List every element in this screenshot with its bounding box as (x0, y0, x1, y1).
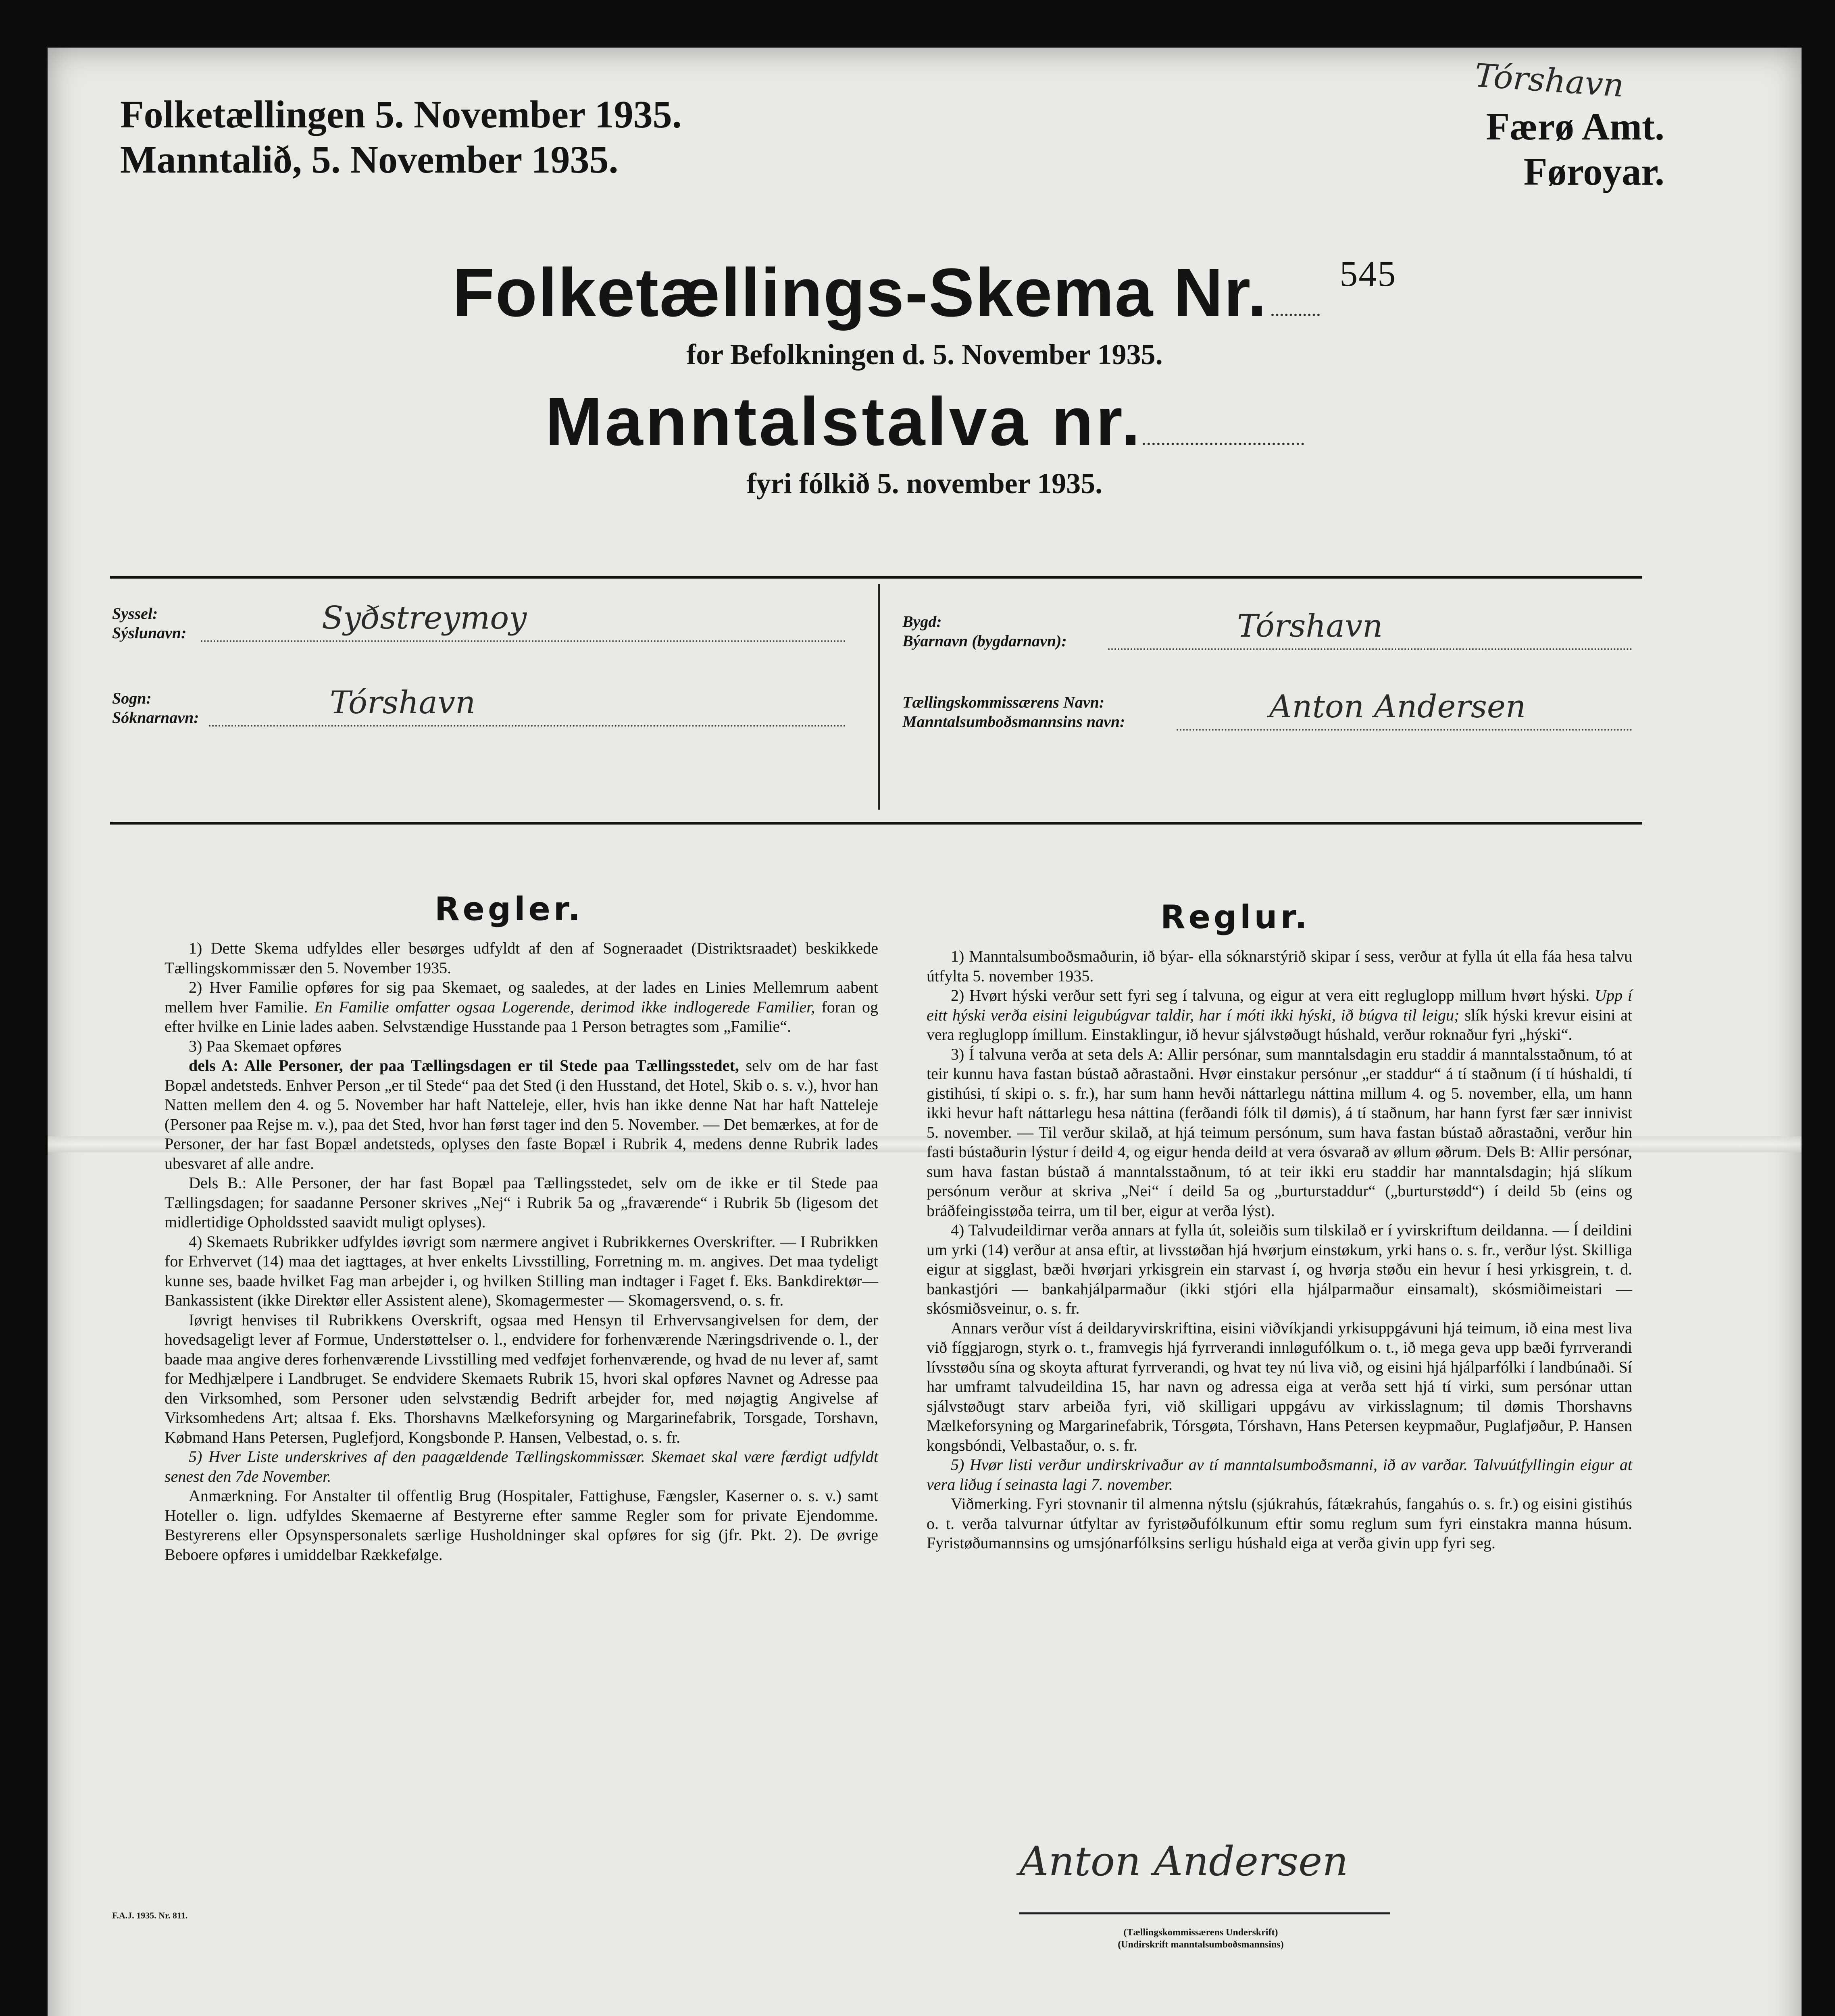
regler-p3a: dels A: Alle Personer, der paa Tællingsdagen er til Stede paa Tællingsstedet, selv om de har fast Bopæl andetsteds. Enhver Person „er til Stede“ paa det Sted (i den Husstand, det Hotel, Skib o. s. v.), hvor han Natten mellem den 4. og 5. November har haft Natteleje, eller, hvis han ikke denne Nat har haft Natteleje (Personer paa Rejse m. v.), paa det Sted, hvor han først tager ind den 5. November. — Det bemærkes, at for de Personer, der har fast Bopæl andetsteds, oplyses den faste Bopæl i Rubrik 4, medens denne Rubrik lades ubesvaret af alle andre. (165, 1056, 878, 1173)
regler-column (165, 939, 878, 1564)
print-code: F.A.J. 1935. Nr. 811. (112, 1910, 188, 1920)
bygd-label: Bygd: Býarnavn (bygdarnavn): (902, 612, 1067, 650)
form-title-faroese-dots (1143, 443, 1304, 445)
regler-p1: 1) Dette Skema udfyldes eller besørges udfyldt af den af Sogneraadet (Distriktsraadet) beskikkede Tællingskommissær den 5. November 1935. (165, 939, 878, 977)
form-subtitle-faroese: fyri fólkið 5. november 1935. (746, 467, 1103, 500)
header-right (1486, 104, 1664, 194)
top-rule (110, 576, 1642, 579)
reglur-p4b: Annars verður víst á deildaryvirskriftina, eisini viðvíkjandi yrkisuppgávuni hjá teimum, ið eina mest liva við fíggjarogn, styrk o. t., framvegis hjá fyrrverandi innløgufólkum o. t., ið mega geva upp bæði fyrrverandi lívsstøðu sína og skoyta afturat fyrrverandi, og hvat tey nú liva við, og eisini hjá hjálparfólki í landbúnaði. Sí har umframt talvudeildina 15, har navn og adressa eiga at verða sett hjá tí virki, sum persónar uttan sjálvstøðugt starv arbeiða fyri, við skilligari uppgávu av virkisslagnum; til dømis Thorshavns Mælkeforsyning og Margarinefabrik, Tórsgøta, Tórshavn, Hans Petersen keypmaður, Puglafjøður, P. Hansen kongsbóndi, Velbastaður, o. s. fr. (927, 1318, 1632, 1454)
syssel-value: Syðstreymoy (322, 600, 527, 636)
sogn-label: Sogn: Sóknarnavn: (112, 689, 199, 727)
form-title-faroese-text: Manntalstalva nr. (545, 383, 1143, 460)
reglur-p4: 4) Talvudeildirnar verða annars at fylla út, soleiðis sum tilskilað er í yvirskriftum deildanna. — Í deildini um yrki (14) verður at ansa eftir, at livsstøðan hjá hvørjum einstøkum, yrki hans o. s. fr., verður lýst. Skilliga eigur at sigglast, bæði hvørjari yrkisgrein ein starvast í, og hvørja støðu ein hevur í hesi yrkisgrein, t. d. bankastjóri — bankahjálparmaður (ikki stjóri ella hjálparmaður einsamalt), skósmiðimeistari — skósmiðsveinur, o. s. fr. (927, 1221, 1632, 1317)
regler-p4: 4) Skemaets Rubrikker udfyldes iøvrigt som nærmere angivet i Rubrikkernes Overskrifter. — I Rubrikken for Erhvervet (14) maa det iagttages, at hver enkelts Livsstilling, Forretning m. m. angives. Det maa tydeligt kunne ses, baade hvilket Fag man arbejder i, og hvilken Stilling man indtager i Faget f. Eks. Bankdirektør—Bankassistent (ikke Direktør eller Assistent alene), Skomagermester — Skomagersvend, o. s. fr. (165, 1232, 878, 1309)
reglur-p3: 3) Í talvuna verða at seta dels A: Allir persónar, sum manntalsdagin eru staddir á manntalsstaðnum, tó at teir kunnu hava fastan bústað aðrastaðni. Hvør einstakur persónur „er staddur“ á tí staðnum (í tí húshaldi, tí gistihúsi, tí skipi o. s. fr.), har sum hann hevði náttarlegu náttina millum 4. og 5. november, ella, um hann ikki hevur haft náttarlegu hesa náttina (ferðandi fólk til dømis), á tí staðnum, har hann fyrst fær sær innivist 5. november. — Til verður skilað, at hjá teimum persónum, sum hava fastan bústað aðrastaðni, verður hin fasti bústaðurin lýstur í deild 4, og eigur henda deild at vera ósvarað av øllum øðrum. Dels B: Allir persónar, sum hava fastan bústað á manntalsstaðnum, tó at teir ikki eru staddir har manntalsdagin; hjá slíkum persónum verður at skriva „Nei“ í deild 5a og „burturstaddur“ („burturstødd“) í deild 5b (eins og bráðfeingisstøða teirra, um til ber, eigur at verða lýst). (927, 1045, 1632, 1220)
signature: Anton Andersen (1019, 1838, 1348, 1885)
header-right-line-1: Færø Amt. (1486, 105, 1664, 148)
handwritten-corner-note: Tórshavn (1473, 56, 1625, 104)
syssel-line (201, 640, 846, 642)
reglur-p1: 1) Manntalsumboðsmaðurin, ið býar- ella sóknarstýrið skipar í sess, verður at fylla út ella fáa hesa talvu útfylta 5. november 1935. (927, 947, 1632, 985)
reglur-title: Reglur. (1160, 898, 1310, 936)
signature-line (1019, 1912, 1390, 1914)
form-number: 545 (1339, 254, 1397, 294)
form-subtitle: for Befolkningen d. 5. November 1935. (686, 338, 1163, 371)
kommissaer-label: Tællingskommissærens Navn: Manntalsumboðsmannsins navn: (902, 693, 1125, 731)
regler-p4b: Iøvrigt henvises til Rubrikkens Overskrift, ogsaa med Hensyn til Erhvervsangivelsen for dem, der hovedsageligt lever af Formue, Understøttelser o. l., endvidere for forhenværende Næringsdrivende o. l., der baade maa angive deres forhenværende Livsstilling med vedføjet forhenværende, og hvad de nu lever af, samt for Medhjælpere i Landbruget. Se endvidere Skemaets Rubrik 15, hvori skal opføres Navnet og Adresse paa den Virksomhed, som Personer uden selvstændig Bedrift arbejder for, med nøjagtig Angivelse af Virksomhedens Art; altsaa f. Eks. Thorshavns Mælkeforsyning og Margarinefabrik, Torsgade, Torshavn, Købmand Hans Petersen, Puglefjord, Kongsbonde P. Hansen, Velbestad, o. s. fr. (165, 1310, 878, 1446)
field-divider (878, 584, 880, 810)
header-left (120, 92, 682, 182)
header-right-line-2: Føroyar. (1523, 150, 1664, 193)
reglur-p2: 2) Hvørt hýski verður sett fyri seg í talvuna, og eigur at vera eitt regluglopp millum hvørt hýski. Upp í eitt hýski verða eisini leigubúgvar taldir, har í móti ikki hýski, ið búgva til leigu; slík hýski krevur eisini at vera regluglopp ímillum. Einstaklingur, ið hevur sjálvstøðugt húshald, verður roknaður fyri „hýski“. (927, 986, 1633, 1043)
sogn-line (209, 725, 846, 727)
reglur-p5: 5) Hvør listi verður undirskrivaður av tí manntalsumboðsmanni, ið av varðar. Talvuútfyllingin eigur at vera liðug í seinasta lagi 7. november. (927, 1456, 1632, 1493)
kommissaer-value: Anton Andersen (1269, 689, 1526, 725)
regler-p3b: Dels B.: Alle Personer, der har fast Bopæl paa Tællingsstedet, selv om de ikke er til Stede paa Tællingsdagen; for saadanne Personer skrives „Nej“ i Rubrik 5a og „fraværende“ i Rubrik 5b (ligesom det midlertidige Opholdssted saavidt muligt oplyses). (165, 1174, 878, 1231)
regler-p2: 2) Hver Familie opføres for sig paa Skemaet, og saaledes, at der lades en Linies Mellemrum aabent mellem hver Familie. En Familie omfatter ogsaa Logerende, derimod ikke indlogerede Familier, foran og efter hvilke en Linie lades aaben. Selvstændige Husstande paa 1 Person betragtes som „Familie“. (165, 978, 878, 1035)
regler-title: Regler. (435, 890, 584, 928)
sogn-value: Tórshavn (330, 685, 476, 721)
syssel-label: Syssel: Sýslunavn: (112, 604, 187, 642)
form-title-faroese (48, 382, 1802, 461)
regler-p5: 5) Hver Liste underskrives af den paagældende Tællingskommissær. Skemaet skal være færdigt udfyldt senest den 7de November. (165, 1447, 878, 1485)
kommissaer-line (1177, 729, 1632, 731)
header-left-line-2: Manntalið, 5. November 1935. (120, 138, 619, 181)
header-left-line-1: Folketællingen 5. November 1935. (120, 93, 682, 136)
bygd-line (1108, 648, 1632, 650)
census-form-sheet (48, 48, 1802, 2016)
bygd-value: Tórshavn (1237, 608, 1383, 644)
form-title (48, 253, 1802, 332)
reglur-p6: Viðmerking. Fyri stovnanir til almenna nýtslu (sjúkrahús, fátækrahús, fangahús o. s. fr.) og eisini gistihús o. t. verða talvurnar útfyltar av fyristøðufólkunum eftir somu reglum sum fyri einstakra manna húsum. Fyristøðumannsins og umsjónarfólksins serligu húshald eiga at verða givin upp fyri seg. (927, 1495, 1632, 1552)
signature-caption: (Tællingskommissærens Underskrift) (Undirskrift manntalsumboðsmannsins) (1118, 1927, 1284, 1950)
form-title-text: Folketællings-Skema Nr. (452, 254, 1268, 331)
regler-p6: Anmærkning. For Anstalter til offentlig Brug (Hospitaler, Fattighuse, Fængsler, Kaserner o. s. v.) samt Hoteller o. lign. udfyldes Skemaerne af Bestyrerne efter samme Regler som for private Ejendomme. Bestyrerens eller Opsynspersonalets særlige Husholdninger skal opføres for sig (jfr. Pkt. 2). De øvrige Beboere opføres i umiddelbar Rækkefølge. (165, 1487, 878, 1564)
regler-p3: 3) Paa Skemaet opføres (189, 1037, 342, 1055)
form-number-dots (1271, 314, 1320, 316)
reglur-column (927, 947, 1632, 1553)
bottom-rule (110, 822, 1642, 825)
